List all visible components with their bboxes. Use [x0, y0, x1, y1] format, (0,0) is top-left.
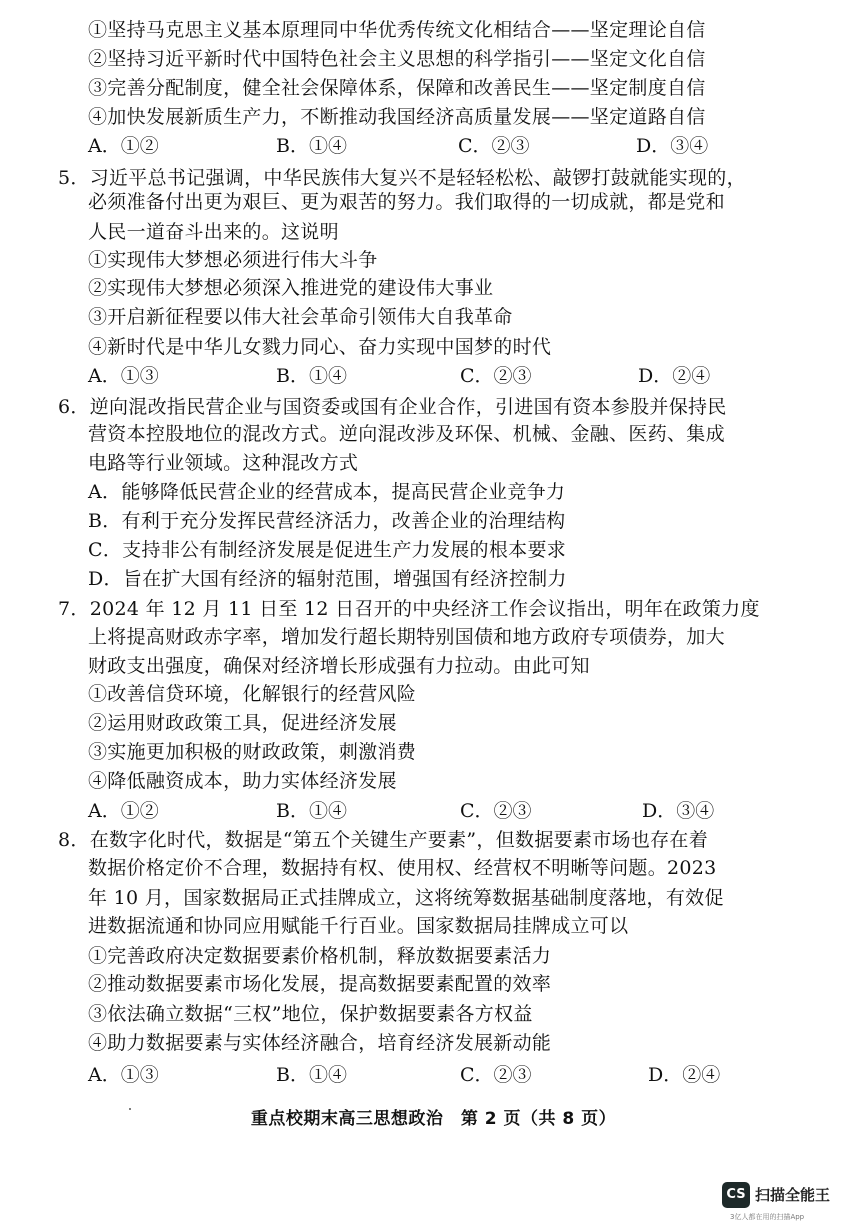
q5-option-c: C．②③ [460, 365, 532, 387]
q7-item-2: ②运用财政政策工具，促进经济发展 [88, 712, 397, 734]
q5-item-2: ②实现伟大梦想必须深入推进党的建设伟大事业 [88, 277, 494, 299]
q5-item-4: ④新时代是中华儿女戮力同心、奋力实现中国梦的时代 [88, 336, 552, 358]
q6-choice-c: C．支持非公有制经济发展是促进生产力发展的根本要求 [88, 539, 567, 561]
q8-item-2: ②推动数据要素市场化发展，提高数据要素配置的效率 [88, 973, 552, 995]
q7-option-b: B．①④ [276, 800, 347, 822]
q7-stem-1: 7．2024 年 12 月 11 日至 12 日召开的中央经济工作会议指出，明年在政策力度 [58, 598, 760, 620]
q4-item-2: ②坚持习近平新时代中国特色社会主义思想的科学指引——坚定文化自信 [88, 48, 706, 70]
q8-option-b: B．①④ [276, 1064, 347, 1086]
q4-option-a: A．①② [88, 135, 159, 157]
page-footer: 重点校期末高三思想政治 第 2 页（共 8 页） [250, 1109, 617, 1129]
q7-stem-2: 上将提高财政赤字率，增加发行超长期特别国债和地方政府专项债券，加大 [88, 626, 725, 648]
q5-stem-3: 人民一道奋斗出来的。这说明 [88, 221, 339, 243]
q6-choice-b: B．有利于充分发挥民营经济活力，改善企业的治理结构 [88, 510, 566, 532]
q6-stem-1: 6．逆向混改指民营企业与国资委或国有企业合作，引进国有资本参股并保持民 [58, 396, 727, 418]
q7-item-3: ③实施更加积极的财政政策，刺激消费 [88, 741, 417, 763]
q7-option-a: A．①② [88, 800, 159, 822]
watermark-app-name: 扫描全能王 [755, 1186, 831, 1204]
q8-option-a: A．①③ [88, 1064, 159, 1086]
q8-option-d: D．②④ [648, 1064, 721, 1086]
q4-item-3: ③完善分配制度，健全社会保障体系，保障和改善民生——坚定制度自信 [88, 77, 706, 99]
q7-item-1: ①改善信贷环境，化解银行的经营风险 [88, 683, 417, 705]
q4-item-4: ④加快发展新质生产力，不断推动我国经济高质量发展——坚定道路自信 [88, 106, 706, 128]
q8-option-c: C．②③ [460, 1064, 532, 1086]
q5-option-d: D．②④ [638, 365, 711, 387]
q8-item-1: ①完善政府决定数据要素价格机制，释放数据要素活力 [88, 945, 552, 967]
q8-item-3: ③依法确立数据“三权”地位，保护数据要素各方权益 [88, 1003, 533, 1025]
q5-item-1: ①实现伟大梦想必须进行伟大斗争 [88, 249, 378, 271]
q8-stem-3: 年 10 月，国家数据局正式挂牌成立，这将统筹数据基础制度落地，有效促 [88, 887, 724, 909]
q5-option-a: A．①③ [88, 365, 159, 387]
q8-stem-2: 数据价格定价不合理，数据持有权、使用权、经营权不明晰等问题。2023 [88, 857, 717, 879]
q7-option-d: D．③④ [642, 800, 715, 822]
q8-item-4: ④助力数据要素与实体经济融合，培育经济发展新动能 [88, 1032, 552, 1054]
q7-option-c: C．②③ [460, 800, 532, 822]
q7-stem-3: 财政支出强度，确保对经济增长形成强有力拉动。由此可知 [88, 655, 590, 677]
q6-stem-2: 营资本控股地位的混改方式。逆向混改涉及环保、机械、金融、医药、集成 [88, 423, 725, 445]
q5-stem-1: 5．习近平总书记强调，中华民族伟大复兴不是轻轻松松、敲锣打鼓就能实现的， [58, 167, 746, 189]
q8-stem-1: 8．在数字化时代，数据是“第五个关键生产要素”，但数据要素市场也存在着 [58, 829, 709, 851]
q4-option-b: B．①④ [276, 135, 347, 157]
q8-stem-4: 进数据流通和协同应用赋能千行百业。国家数据局挂牌成立可以 [88, 915, 629, 937]
q6-choice-a: A．能够降低民营企业的经营成本，提高民营企业竞争力 [88, 481, 566, 503]
q4-item-1: ①坚持马克思主义基本原理同中华优秀传统文化相结合——坚定理论自信 [88, 19, 706, 41]
q6-stem-3: 电路等行业领域。这种混改方式 [88, 452, 359, 474]
scanner-watermark [722, 1180, 862, 1224]
q6-choice-d: D．旨在扩大国有经济的辐射范围，增强国有经济控制力 [88, 568, 567, 590]
camscanner-logo-icon: CS [722, 1182, 750, 1208]
q4-option-d: D．③④ [636, 135, 709, 157]
q7-item-4: ④降低融资成本，助力实体经济发展 [88, 770, 397, 792]
q5-stem-2: 必须准备付出更为艰巨、更为艰苦的努力。我们取得的一切成就，都是党和 [88, 191, 725, 213]
q5-option-b: B．①④ [276, 365, 347, 387]
q5-item-3: ③开启新征程要以伟大社会革命引领伟大自我革命 [88, 306, 513, 328]
watermark-tagline: 3亿人都在用的扫描App [730, 1213, 805, 1221]
q4-option-c: C．②③ [458, 135, 530, 157]
